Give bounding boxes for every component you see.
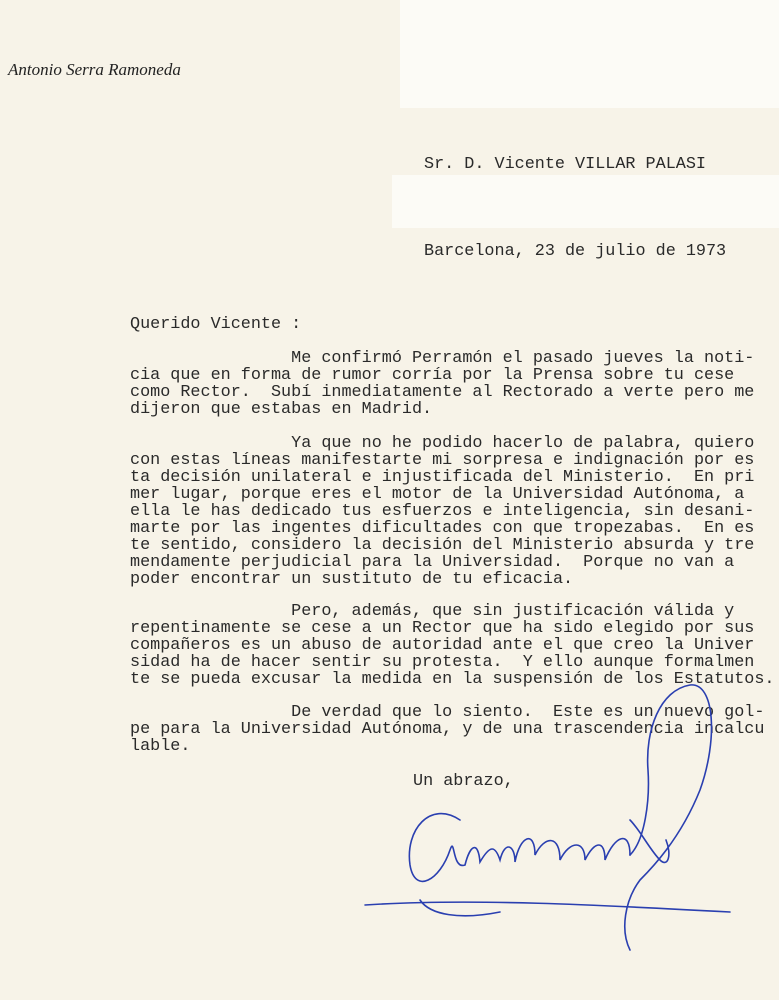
text-line: poder encontrar un sustituto de tu eficacia. (130, 570, 574, 589)
text-line: marte por las ingentes dificultades con que tropezabas. En es (130, 519, 755, 538)
text-line: ta decisión unilateral e injustificada del Ministerio. En pri (130, 468, 755, 487)
text-line: mer lugar, porque eres el motor de la Universidad Autónoma, a (130, 485, 745, 504)
salutation: Querido Vicente : (130, 315, 302, 334)
place-date: Barcelona, 23 de julio de 1973 (424, 242, 727, 261)
text-line: lable. (130, 737, 191, 756)
text-line: Ya que no he podido hacerlo de palabra, quiero (130, 434, 755, 453)
text-line: Pero, además, que sin justificación válida y (130, 602, 735, 621)
text-line: te sentido, considero la decisión del Ministerio absurda y tre (130, 536, 755, 555)
text-line: dijeron que estabas en Madrid. (130, 400, 433, 419)
text-line: como Rector. Subí inmediatamente al Rectorado a verte pero me (130, 383, 755, 402)
text-line: repentinamente se cese a un Rector que ha sido elegido por sus (130, 619, 755, 638)
text-line: ella le has dedicado tus esfuerzos e inteligencia, sin desani- (130, 502, 755, 521)
text-line: De verdad que lo siento. Este es un nuevo gol- (130, 703, 765, 722)
text-line: compañeros es un abuso de autoridad ante el que creo la Univer (130, 636, 755, 655)
text-line: sidad ha de hacer sentir su protesta. Y ello aunque formalmen (130, 653, 755, 672)
text-line: mendamente perjudicial para la Universidad. Porque no van a (130, 553, 735, 572)
text-line: te se pueda excusar la medida en la suspensión de los Estatutos. (130, 670, 775, 689)
letterhead: Antonio Serra Ramoneda (8, 60, 181, 79)
text-line: con estas líneas manifestarte mi sorpresa e indignación por es (130, 451, 755, 470)
text-line: pe para la Universidad Autónoma, y de una trascendencia incalcu (130, 720, 765, 739)
text-line: Me confirmó Perramón el pasado jueves la noti- (130, 349, 755, 368)
text-line: cia que en forma de rumor corría por la Prensa sobre tu cese (130, 366, 735, 385)
recipient: Sr. D. Vicente VILLAR PALASI (424, 155, 706, 174)
closing: Un abrazo, (413, 772, 514, 791)
